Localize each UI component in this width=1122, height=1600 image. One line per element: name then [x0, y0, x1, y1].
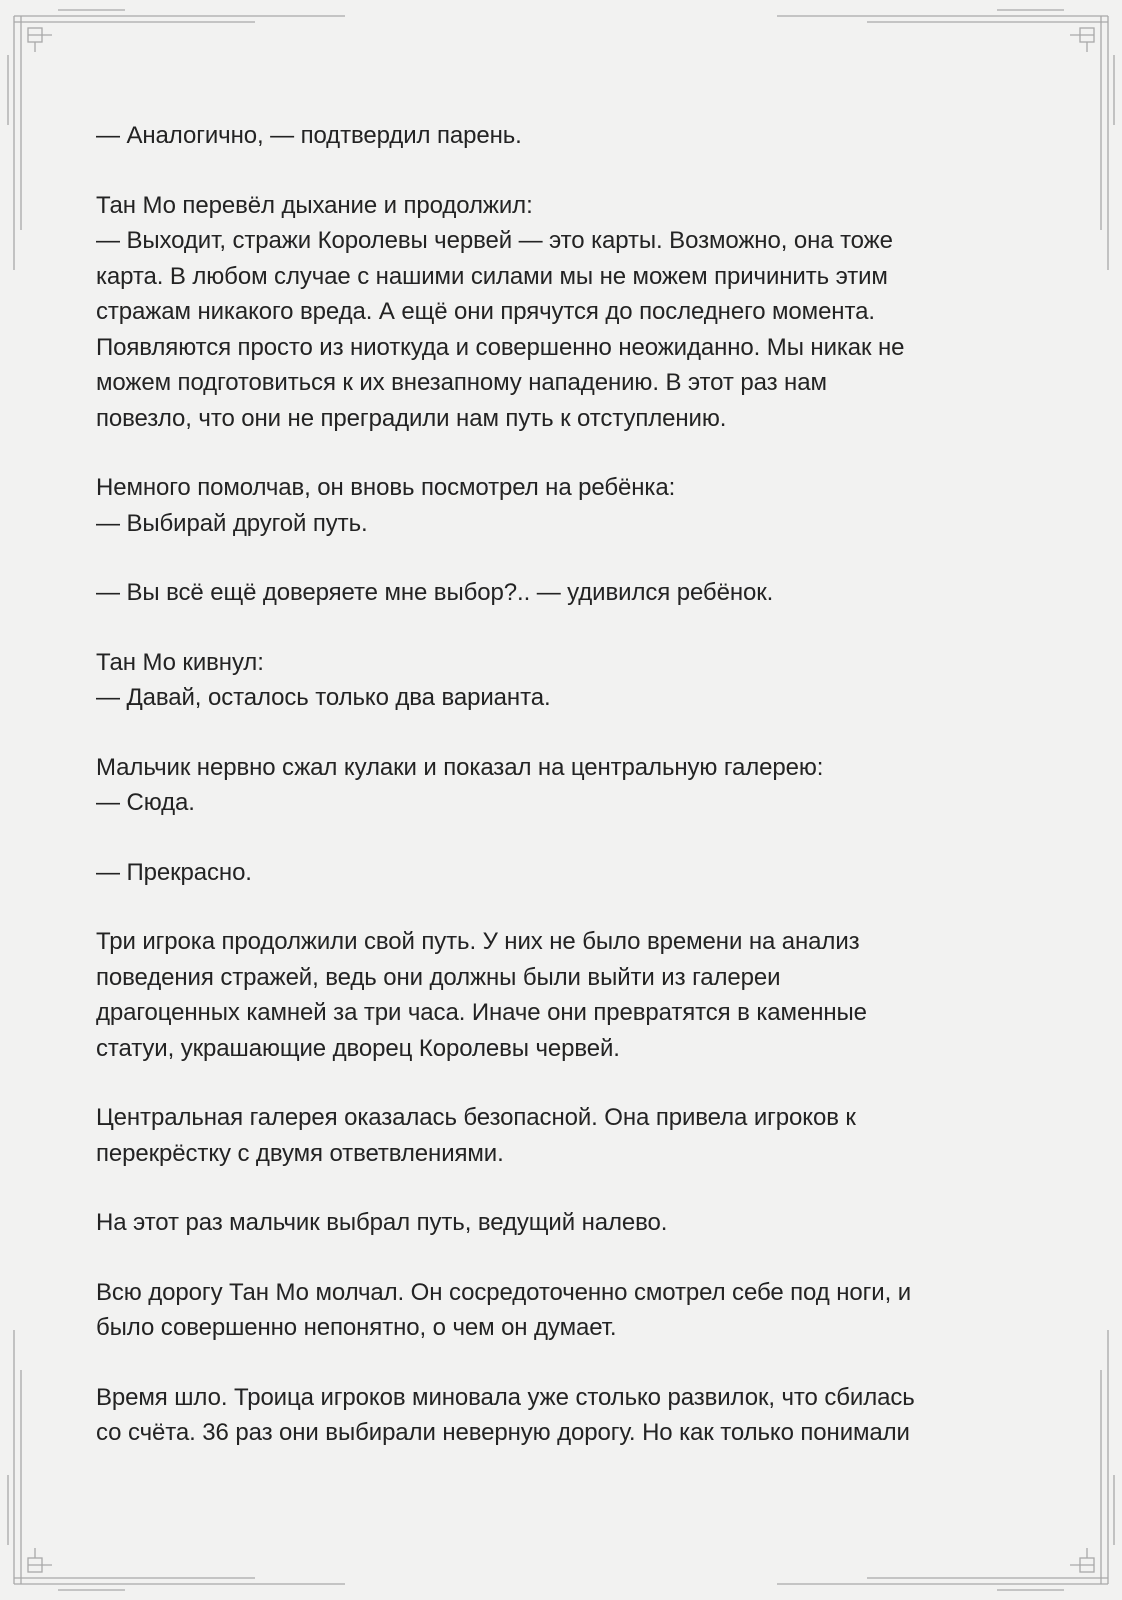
- text-line: повезло, что они не преградили нам путь к отступлению.: [96, 404, 727, 432]
- text-line: статуи, украшающие дворец Королевы червей.: [96, 1034, 620, 1062]
- text-line: было совершенно непонятно, о чем он думает.: [96, 1314, 617, 1341]
- paragraph: [96, 924, 1026, 1066]
- text-line: Время шло. Троица игроков миновала уже столько развилок, что сбилась: [96, 1383, 915, 1411]
- book-page-text: [96, 118, 1026, 1451]
- text-line: Тан Мо перевёл дыхание и продолжил:: [96, 191, 533, 219]
- text-line: перекрёстку с двумя ответвлениями.: [96, 1139, 504, 1167]
- text-line: Всю дорогу Тан Мо молчал. Он сосредоточенно смотрел себе под ноги, и: [96, 1278, 912, 1306]
- paragraph: [96, 1380, 1026, 1451]
- text-line: Немного помолчав, он вновь посмотрел на ребёнка:: [96, 474, 676, 501]
- paragraph: [96, 855, 1026, 891]
- text-line: Мальчик нервно сжал кулаки и показал на центральную галерею:: [96, 753, 824, 781]
- paragraph: [96, 645, 1026, 716]
- paragraph: [96, 750, 1026, 821]
- paragraph-gap: [96, 716, 1026, 750]
- text-line: — Сюда.: [96, 789, 195, 816]
- paragraph: [96, 188, 1026, 437]
- text-line: На этот раз мальчик выбрал путь, ведущий налево.: [96, 1209, 668, 1236]
- text-line: — Прекрасно.: [96, 858, 252, 886]
- paragraph-gap: [96, 1171, 1026, 1205]
- paragraph-gap: [96, 436, 1026, 470]
- paragraph: [96, 470, 1026, 541]
- text-line: можем подготовиться к их внезапному нападению. В этот раз нам: [96, 369, 827, 396]
- paragraph-gap: [96, 890, 1026, 924]
- paragraph-gap: [96, 154, 1026, 188]
- paragraph-gap: [96, 611, 1026, 645]
- text-line: — Выбирай другой путь.: [96, 509, 368, 537]
- text-line: — Выходит, стражи Королевы червей — это карты. Возможно, она тоже: [96, 227, 893, 254]
- text-line: поведения стражей, ведь они должны были выйти из галереи: [96, 963, 781, 991]
- text-line: карта. В любом случае с нашими силами мы не можем причинить этим: [96, 262, 888, 290]
- text-line: стражам никакого вреда. А ещё они прячутся до последнего момента.: [96, 298, 875, 325]
- paragraph: [96, 118, 1026, 154]
- paragraph: [96, 1205, 1026, 1241]
- text-line: Появляются просто из ниоткуда и совершенно неожиданно. Мы никак не: [96, 333, 905, 361]
- text-line: — Давай, осталось только два варианта.: [96, 684, 551, 711]
- text-line: со счёта. 36 раз они выбирали неверную дорогу. Но как только понимали: [96, 1419, 910, 1446]
- paragraph-gap: [96, 1346, 1026, 1380]
- paragraph-gap: [96, 541, 1026, 575]
- text-line: — Аналогично, — подтвердил парень.: [96, 122, 522, 149]
- paragraph: [96, 1275, 1026, 1346]
- text-line: Тан Мо кивнул:: [96, 648, 264, 676]
- paragraph-gap: [96, 1066, 1026, 1100]
- text-line: Три игрока продолжили свой путь. У них не было времени на анализ: [96, 928, 860, 955]
- paragraph: [96, 1100, 1026, 1171]
- text-line: — Вы всё ещё доверяете мне выбор?.. — удивился ребёнок.: [96, 579, 774, 606]
- text-line: драгоценных камней за три часа. Иначе они превратятся в каменные: [96, 999, 867, 1026]
- paragraph-gap: [96, 1241, 1026, 1275]
- paragraph: [96, 575, 1026, 611]
- text-line: Центральная галерея оказалась безопасной. Она привела игроков к: [96, 1104, 856, 1131]
- paragraph-gap: [96, 821, 1026, 855]
